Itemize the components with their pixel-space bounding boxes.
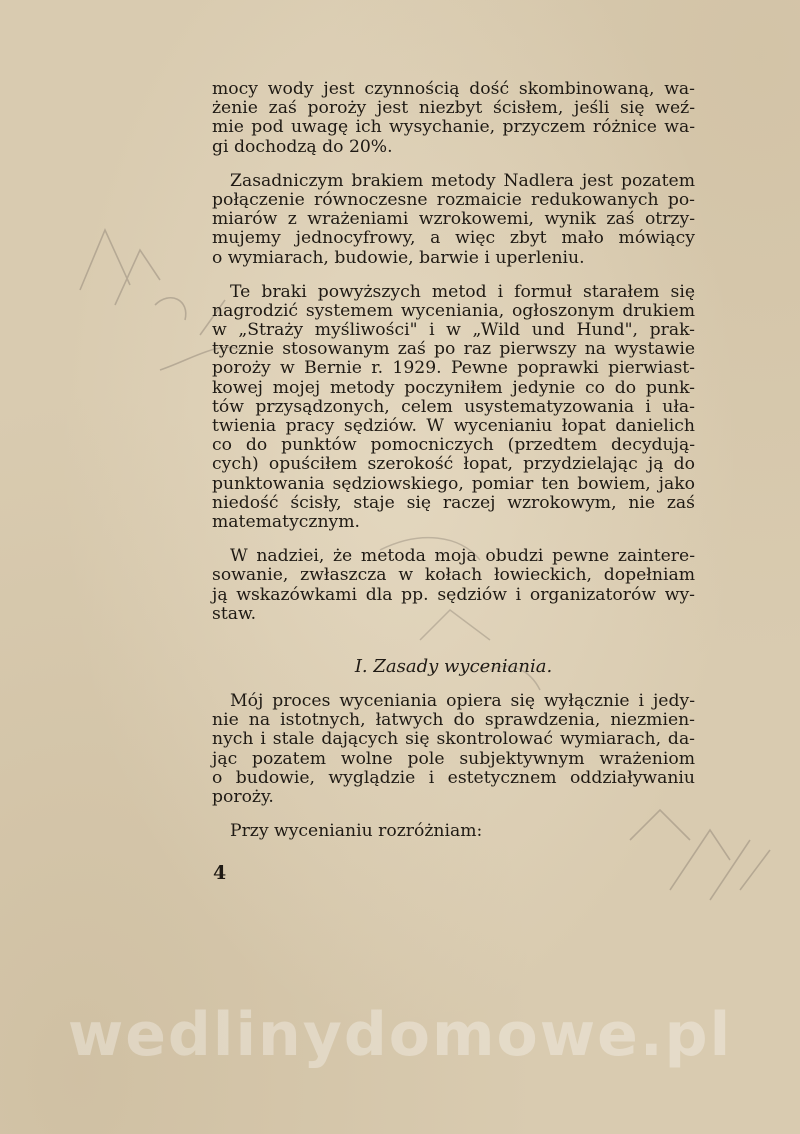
text-line: nych i stale dających się skontrolować wymiarach, da-	[212, 729, 695, 750]
paragraph-3	[212, 283, 695, 532]
text-line: twienia pracy sędziów. W wycenianiu łopat danielich	[212, 416, 695, 436]
section-heading: I. Zasady wyceniania.	[354, 656, 553, 677]
text-line: nagrodzić systemem wyceniania, ogłoszonym drukiem	[212, 300, 695, 321]
paragraph-2	[212, 172, 695, 268]
text-line: Mój proces wyceniania opiera się wyłącznie i jedy-	[230, 691, 695, 711]
text-line: ją wskazówkami dla pp. sędziów i organizatorów wy-	[212, 584, 695, 605]
paragraph-1	[212, 80, 695, 157]
text-line: tów przysądzonych, celem usystematyzowania i uła-	[212, 396, 695, 417]
watermark: wedlinydomowe.pl	[67, 1000, 733, 1070]
text-line: gi dochodzą do 20%.	[212, 136, 393, 157]
text-line: mie pod uwagę ich wysychanie, przyczem różnice wa-	[212, 117, 695, 138]
text-line: w „Straży myśliwości" i w „Wild und Hund", prak-	[212, 320, 695, 341]
text-line: poroży.	[212, 786, 274, 807]
text-line: W nadziei, że metoda moja obudzi pewne zaintere-	[230, 546, 695, 567]
paragraph-5	[212, 692, 695, 807]
text-line: Te braki powyższych metod i formuł starałem się	[230, 281, 695, 302]
text-line: punktowania sędziowskiego, pomiar ten bowiem, jako	[212, 473, 695, 494]
text-line: cych) opuściłem szerokość łopat, przydzielając ją do	[212, 454, 695, 475]
text-line: Przy wycenianiu rozróżniam:	[230, 821, 483, 842]
text-line: Zasadniczym brakiem metody Nadlera jest pozatem	[230, 170, 695, 191]
text-line: mocy wody jest czynnością dość skombinowaną, wa-	[212, 79, 695, 99]
text-line: mujemy jednocyfrowy, a więc zbyt mało mówiący	[212, 228, 695, 249]
text-line: co do punktów pomocniczych (przedtem decydują-	[212, 435, 695, 456]
text-line: o wymiarach, budowie, barwie i uperleniu.	[212, 247, 585, 268]
text-line: poroży w Bernie r. 1929. Pewne poprawki pierwiast-	[212, 358, 695, 379]
text-line: nie na istotnych, łatwych do sprawdzenia, niezmien-	[212, 710, 695, 731]
text-line: niedość ścisły, staje się raczej wzrokowym, nie zaś	[212, 492, 695, 513]
text-line: tycznie stosowanym zaś po raz pierwszy na wystawie	[212, 339, 695, 360]
paragraph-4	[212, 547, 695, 624]
text-line: połączenie równoczesne rozmaicie redukowanych po-	[212, 189, 695, 210]
text-line: żenie zaś poroży jest niezbyt ścisłem, jeśli się weź-	[212, 98, 695, 119]
paragraph-6	[212, 822, 695, 841]
text-line: o budowie, wyglądzie i estetycznem oddziaływaniu	[212, 767, 695, 788]
section-body	[212, 692, 695, 841]
page-number: 4	[213, 862, 227, 884]
text-line: jąc pozatem wolne pole subjektywnym wrażeniom	[212, 748, 695, 769]
text-line: miarów z wrażeniami wzrokowemi, wynik zaś otrzy-	[212, 209, 695, 230]
text-line: matematycznym.	[212, 511, 361, 532]
text-line: staw.	[212, 603, 257, 624]
body-text	[212, 80, 695, 639]
text-line: sowanie, zwłaszcza w kołach łowieckich, dopełniam	[212, 565, 695, 586]
text-line: kowej mojej metody poczyniłem jedynie co do punk-	[212, 377, 695, 398]
